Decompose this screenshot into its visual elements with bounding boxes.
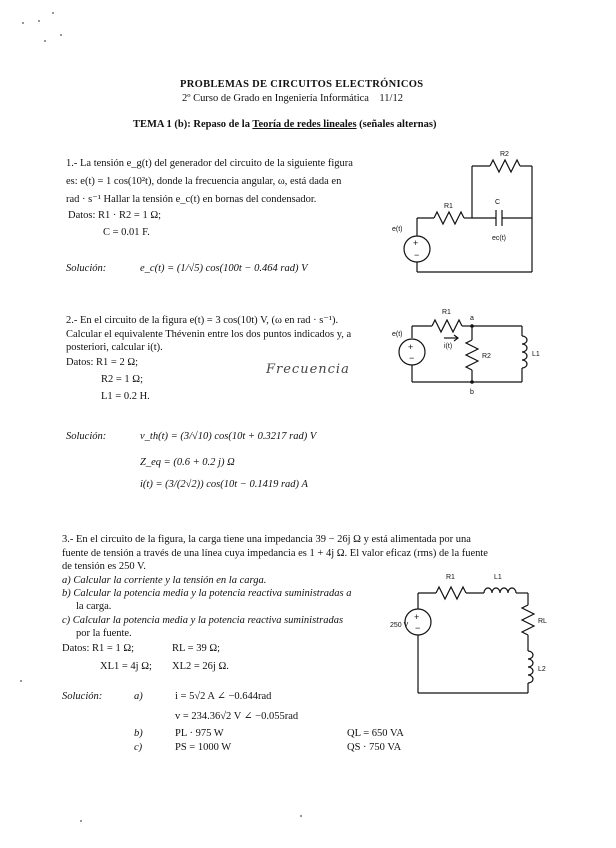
scan-speck xyxy=(44,40,46,42)
problem-3-data-1: Datos: R1 = 1 Ω; xyxy=(62,643,135,654)
fig1-label-c: C xyxy=(495,199,501,206)
fig2-label-r1: R1 xyxy=(442,309,451,316)
problem-3-part-a: a) Calcular la corriente y la tensión en la carga. xyxy=(62,575,267,586)
topic-heading xyxy=(133,118,436,131)
problem-2-line-3: posteriori, calcular i(t). xyxy=(66,342,163,353)
svg-text:−: − xyxy=(415,623,421,633)
circuit-figure-2 xyxy=(392,300,562,400)
svg-text:−: − xyxy=(409,353,415,363)
fig3-label-rl: RL xyxy=(538,618,547,625)
problem-2-solution-label: Solución: xyxy=(66,431,107,442)
problem-2-solution-1: v_th(t) = (3/√10) cos(10t + 0.3217 rad) V xyxy=(140,431,317,442)
topic-suffix: (señales alternas) xyxy=(356,119,437,130)
problem-3-solution-a-2: v = 234.36√2 V ∠ −0.055rad xyxy=(175,711,299,722)
scan-speck xyxy=(22,22,24,24)
problem-3-solution-c-2: QS · 750 VA xyxy=(347,742,402,753)
problem-3-solution-a-1: i = 5√2 A ∠ −0.644rad xyxy=(175,691,272,702)
fig3-label-v: 250 V xyxy=(390,622,409,629)
fig1-label-r2: R2 xyxy=(500,151,509,158)
problem-3-part-b-line-1: b) Calcular la potencia media y la potencia reactiva suministradas a xyxy=(62,588,352,599)
problem-2-line-2: Calcular el equivalente Thévenin entre los dos puntos indicados y, a xyxy=(66,329,352,340)
problem-1-line-3: rad · s⁻¹ Hallar la tensión e_c(t) en bornas del condensador. xyxy=(66,194,317,205)
problem-3-data-1b: RL = 39 Ω; xyxy=(172,643,221,654)
scan-speck xyxy=(300,815,302,817)
problem-2-solution-3: i(t) = (3/(2√2)) cos(10t − 0.1419 rad) A xyxy=(140,479,308,490)
problem-3-solution-b-2: QL = 650 VA xyxy=(347,728,404,739)
fig2-label-a: a xyxy=(470,315,474,322)
svg-text:+: + xyxy=(414,612,420,622)
fig2-label-e: e(t) xyxy=(392,331,403,338)
problem-3-line-1: 3.- En el circuito de la figura, la carga tiene una impedancia 39 − 26j Ω y está alimentada por una xyxy=(62,534,471,545)
problem-3-solution-c-1: PS = 1000 W xyxy=(175,742,232,753)
handwritten-note: Frecuencia xyxy=(266,362,350,377)
problem-3-solution-label: Solución: xyxy=(62,691,103,702)
circuit-figure-1 xyxy=(392,148,557,278)
problem-3-data-2b: XL2 = 26j Ω. xyxy=(172,661,229,672)
problem-2-data-1: Datos: R1 = 2 Ω; xyxy=(66,357,139,368)
fig2-label-i: i(t) xyxy=(444,343,453,350)
fig2-label-b: b xyxy=(470,389,474,396)
scan-speck xyxy=(60,34,62,36)
problem-3-part-c-line-1: c) Calcular la potencia media y la potencia reactiva suministradas xyxy=(62,615,344,626)
topic-prefix: TEMA 1 (b): Repaso de la xyxy=(133,119,253,130)
scan-speck xyxy=(38,20,40,22)
svg-text:+: + xyxy=(413,238,419,248)
problem-3-solution-a-label: a) xyxy=(134,691,143,702)
scan-speck xyxy=(52,12,54,14)
problem-3-solution-c-label: c) xyxy=(134,742,143,753)
problem-1-data-1: Datos: R1 · R2 = 1 Ω; xyxy=(68,210,162,221)
course-subtitle: 2º Curso de Grado en Ingeniería Informática 11/12 xyxy=(182,93,403,104)
svg-text:−: − xyxy=(414,250,420,260)
fig1-label-r1: R1 xyxy=(444,203,453,210)
problem-1-line-1: 1.- La tensión e_g(t) del generador del circuito de la siguiente figura xyxy=(66,158,353,169)
fig2-label-r2: R2 xyxy=(482,353,491,360)
topic-title: Teoría de redes lineales xyxy=(252,119,357,130)
scan-speck xyxy=(20,680,22,682)
problem-3-line-2: fuente de tensión a través de una línea cuya impedancia es 1 + 4j Ω. El valor eficaz (rms) de la fuente xyxy=(62,548,488,559)
problem-2-data-3: L1 = 0.2 H. xyxy=(101,391,150,402)
problem-3-data-2: XL1 = 4j Ω; xyxy=(100,661,152,672)
problem-3-solution-b-label: b) xyxy=(134,728,143,739)
fig3-label-l2: L2 xyxy=(538,666,546,673)
problem-2-solution-2: Z_eq = (0.6 + 0.2 j) Ω xyxy=(140,457,235,468)
problem-3-part-b-line-2: la carga. xyxy=(76,601,112,612)
fig3-label-r1: R1 xyxy=(446,574,455,581)
fig1-label-ec: ec(t) xyxy=(492,235,506,242)
fig2-label-l1: L1 xyxy=(532,351,540,358)
problem-1-solution: e_c(t) = (1/√5) cos(100t − 0.464 rad) V xyxy=(140,263,308,274)
page-title: PROBLEMAS DE CIRCUITOS ELECTRÓNICOS xyxy=(180,79,424,90)
fig1-label-e: e(t) xyxy=(392,226,403,233)
problem-1-data-2: C = 0.01 F. xyxy=(103,227,150,238)
problem-3-line-3: de tensión es 250 V. xyxy=(62,561,146,572)
problem-3-solution-b-1: PL · 975 W xyxy=(175,728,224,739)
problem-3-part-c-line-2: por la fuente. xyxy=(76,628,132,639)
scan-speck xyxy=(80,820,82,822)
problem-1-solution-label: Solución: xyxy=(66,263,107,274)
fig3-label-l1: L1 xyxy=(494,574,502,581)
svg-text:+: + xyxy=(408,342,414,352)
problem-2-data-2: R2 = 1 Ω; xyxy=(101,374,144,385)
problem-2-line-1: 2.- En el circuito de la figura e(t) = 3 cos(10t) V, (ω en rad · s⁻¹). xyxy=(66,315,339,326)
circuit-figure-3 xyxy=(388,565,558,705)
problem-1-line-2: es: e(t) = 1 cos(10²t), donde la frecuencia angular, ω, está dada en xyxy=(66,176,342,187)
